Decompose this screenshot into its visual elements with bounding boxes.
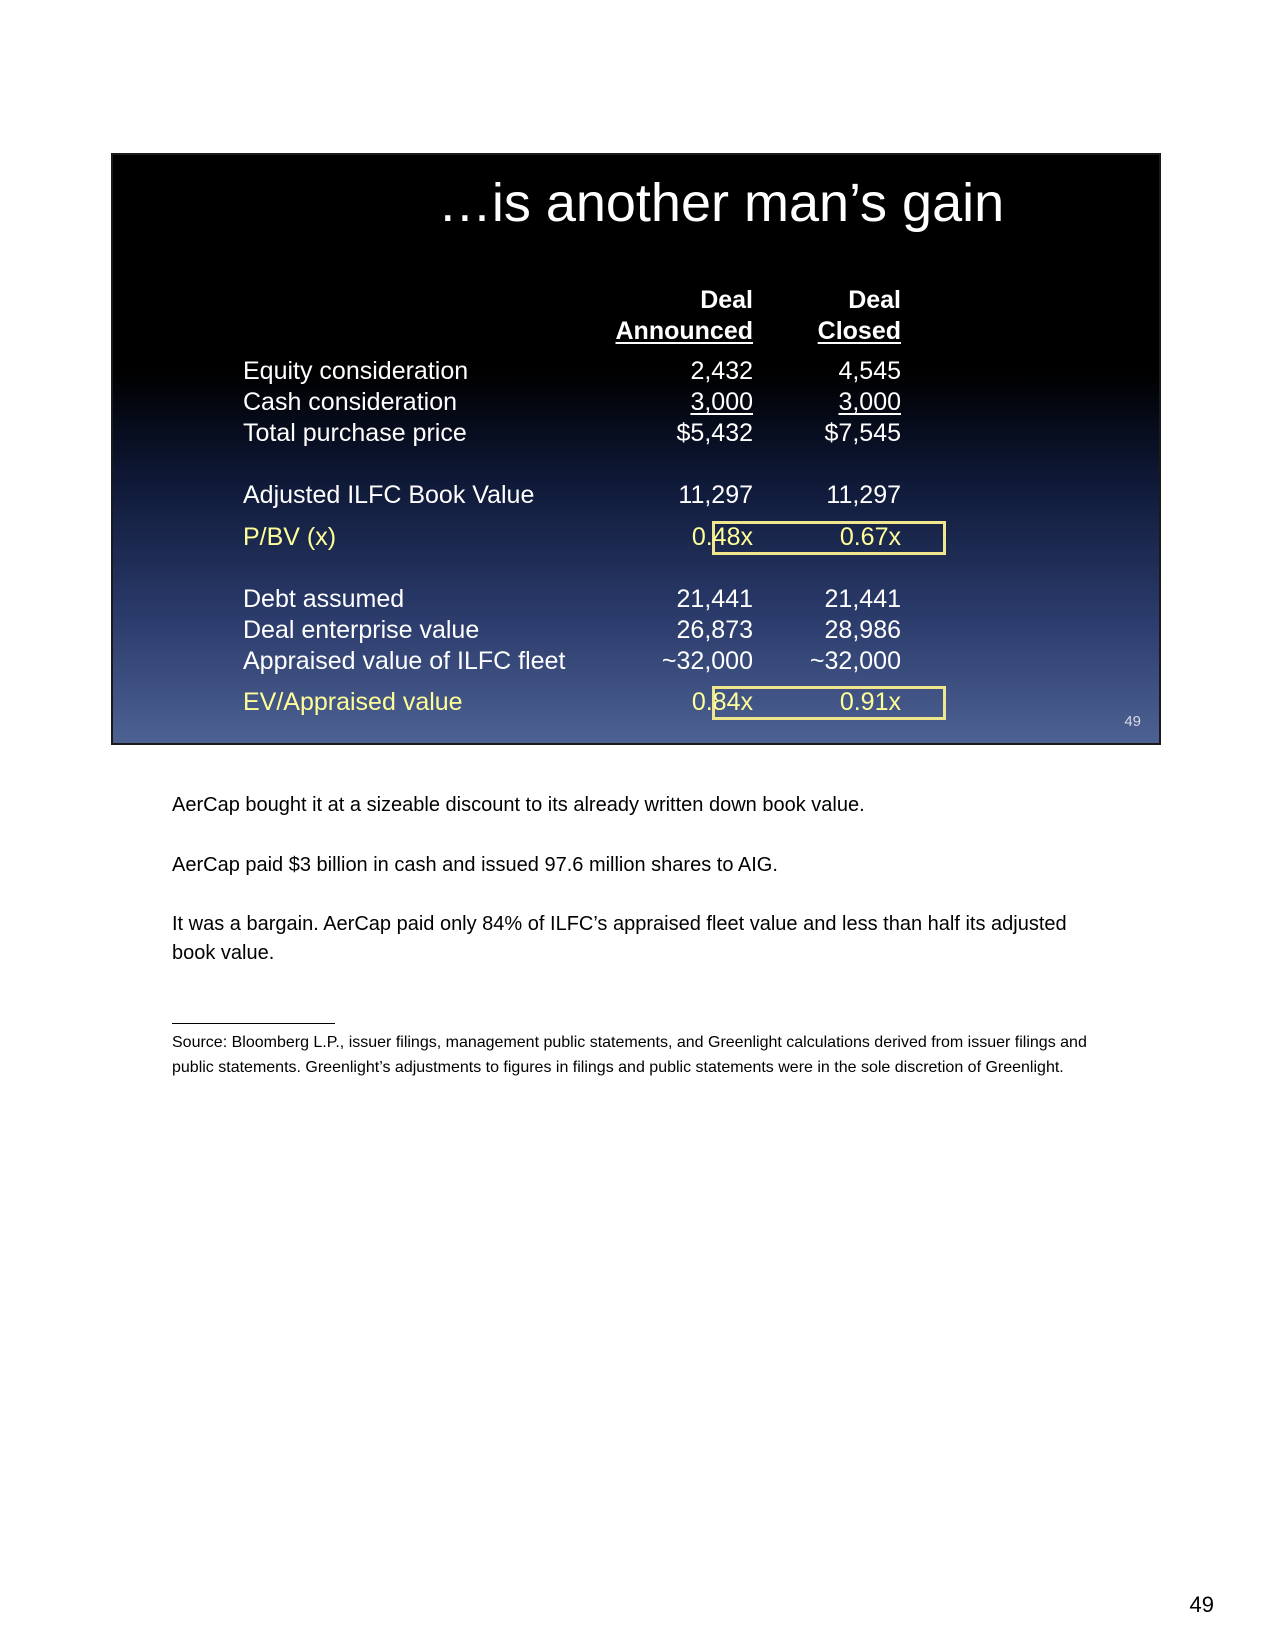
slide-number: 49 bbox=[1124, 713, 1141, 730]
value-announced: $5,432 bbox=[676, 419, 753, 447]
table-row bbox=[113, 480, 1159, 511]
value-closed: 11,297 bbox=[826, 481, 901, 509]
row-label: Total purchase price bbox=[243, 419, 467, 447]
table-row bbox=[113, 356, 1159, 387]
value-announced: 2,432 bbox=[690, 357, 753, 385]
value-announced: 0.48x bbox=[691, 523, 753, 551]
table-row bbox=[113, 584, 1159, 615]
row-label: P/BV (x) bbox=[243, 523, 337, 551]
value-closed: 0.67x bbox=[839, 523, 901, 551]
paragraph: It was a bargain. AerCap paid only 84% of ILFC’s appraised fleet value and less than half its adjusted book value. bbox=[172, 913, 1067, 964]
row-label: Adjusted ILFC Book Value bbox=[243, 481, 535, 509]
row-label: Deal enterprise value bbox=[243, 616, 480, 644]
column-header-line: Closed bbox=[817, 317, 901, 345]
row-label: Equity consideration bbox=[243, 357, 469, 385]
value-closed: $7,545 bbox=[824, 419, 901, 447]
value-closed: 4,545 bbox=[838, 357, 901, 385]
row-label: Appraised value of ILFC fleet bbox=[243, 647, 566, 675]
table-row-highlight bbox=[113, 522, 1159, 553]
paragraph: AerCap paid $3 billion in cash and issued 97.6 million shares to AIG. bbox=[172, 854, 778, 876]
column-header-line: Deal bbox=[700, 286, 753, 314]
row-label: Cash consideration bbox=[243, 388, 458, 416]
value-announced: 11,297 bbox=[678, 481, 753, 509]
column-header-deal-closed bbox=[793, 285, 901, 347]
table-row bbox=[113, 418, 1159, 449]
value-closed: 28,986 bbox=[824, 616, 901, 644]
footnote-rule bbox=[172, 1023, 335, 1024]
table-row-highlight bbox=[113, 687, 1159, 718]
value-announced: ~32,000 bbox=[661, 647, 753, 675]
value-announced: 0.84x bbox=[691, 688, 753, 716]
table-row bbox=[113, 615, 1159, 646]
value-closed: 21,441 bbox=[824, 585, 901, 613]
slide-image bbox=[111, 153, 1161, 745]
value-closed: ~32,000 bbox=[809, 647, 901, 675]
table-row bbox=[113, 387, 1159, 418]
column-header-deal-announced bbox=[613, 285, 753, 347]
slide-title: …is another man’s gain bbox=[437, 173, 1005, 233]
column-header-line: Announced bbox=[615, 317, 753, 345]
value-closed: 0.91x bbox=[839, 688, 901, 716]
value-closed: 3,000 bbox=[838, 388, 901, 416]
value-announced: 26,873 bbox=[676, 616, 753, 644]
row-label: Debt assumed bbox=[243, 585, 405, 613]
value-announced: 21,441 bbox=[676, 585, 753, 613]
page-number: 49 bbox=[1189, 1592, 1214, 1617]
source-footnote: Source: Bloomberg L.P., issuer filings, management public statements, and Greenlight calculations derived from issuer filings and public statements. Greenlight’s adjustments to figures in filings and public statements were in the sole discretion of Greenlight. bbox=[172, 1034, 1087, 1076]
row-label: EV/Appraised value bbox=[243, 688, 463, 716]
paragraph: AerCap bought it at a sizeable discount to its already written down book value. bbox=[172, 794, 865, 816]
table-row bbox=[113, 646, 1159, 677]
value-announced: 3,000 bbox=[690, 388, 753, 416]
column-header-line: Deal bbox=[848, 286, 901, 314]
